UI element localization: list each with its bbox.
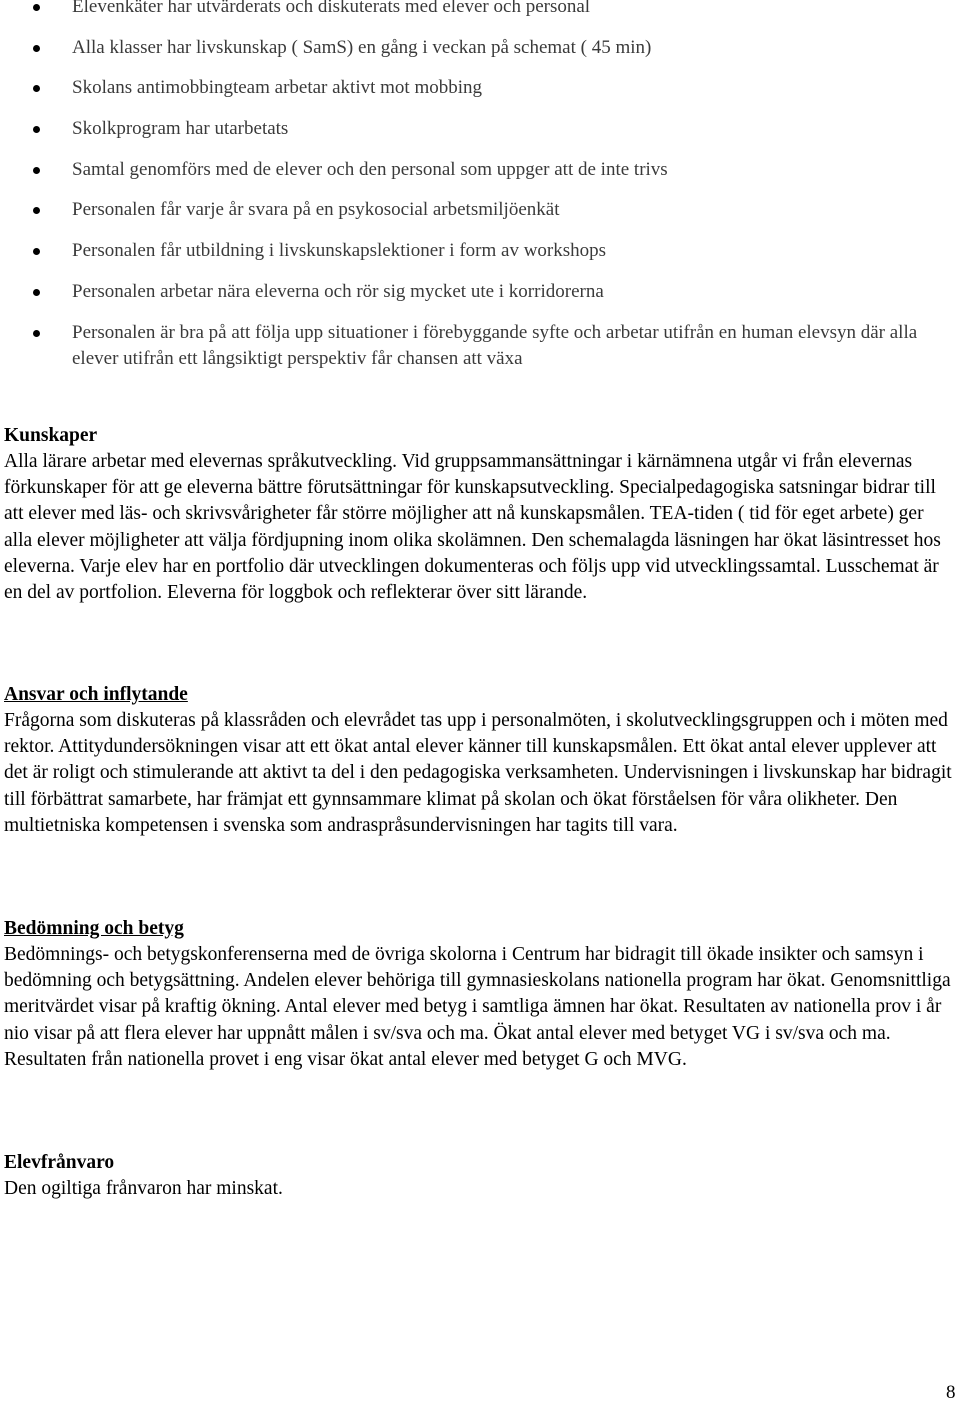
- bullet-dot-icon: [33, 85, 40, 92]
- section-heading: Elevfrånvaro: [4, 1152, 115, 1173]
- list-item: [0, 35, 960, 61]
- list-item: [0, 0, 960, 20]
- section-kunskaper: [4, 423, 954, 606]
- section-ansvar: [4, 682, 954, 839]
- bullet-text: Personalen får utbildning i livskunskapslektioner i form av workshops: [72, 240, 607, 262]
- bullet-text: Personalen får varje år svara på en psykosocial arbetsmiljöenkät: [72, 199, 560, 221]
- section-heading: Kunskaper: [4, 425, 98, 446]
- bullet-text: Skolkprogram har utarbetats: [72, 118, 289, 140]
- section-body: Frågorna som diskuteras på klassråden och elevrådet tas upp i personalmöten, i skolutvecklingsgruppen och i möten med rektor. Attitydundersökningen visar att ett ökat antal elever känner till kunskapsmålen. Ett ökat antal elever upplever att det är roligt och stimulerande att aktivt ta del i den pedagogiska verksamheten. Undervisningen i livskunskap har bidragit till förbättrat samarbete, har främjat ett gynnsammare klimat på skolan och ökat förståelsen för våra olikheter. Den multietniska kompetensen i svenska som andraspråsundervisningen har tagits till vara.: [4, 710, 952, 836]
- list-item: [0, 116, 960, 142]
- section-bedomning: [4, 916, 954, 1073]
- list-item: [0, 75, 960, 101]
- list-item: [0, 279, 960, 305]
- list-item: [0, 157, 960, 183]
- section-heading: Bedömning och betyg: [4, 918, 184, 939]
- section-heading: Ansvar och inflytande: [4, 684, 188, 705]
- section-franvaro: [4, 1150, 954, 1202]
- bullet-text: Personalen arbetar nära eleverna och rör sig mycket ute i korridorerna: [72, 280, 604, 302]
- bullet-text: Skolans antimobbingteam arbetar aktivt mot mobbing: [72, 77, 483, 99]
- bullet-dot-icon: [33, 289, 40, 296]
- page-number: 8: [946, 1382, 956, 1403]
- bullet-text: Elevenkäter har utvärderats och diskuterats med elever och personal: [72, 0, 591, 17]
- bullet-text: Alla klasser har livskunskap ( SamS) en gång i veckan på schemat ( 45 min): [72, 36, 652, 58]
- bullet-dot-icon: [33, 45, 40, 52]
- bullet-dot-icon: [33, 4, 40, 11]
- bullet-text: Personalen är bra på att följa upp situationer i förebyggande syfte och arbetar utifrån en human elevsyn där alla elever utifrån ett långsiktigt perspektiv får chansen att växa: [72, 321, 918, 369]
- bullet-text: Samtal genomförs med de elever och den personal som uppger att de inte trivs: [72, 158, 668, 180]
- bullet-dot-icon: [33, 207, 40, 214]
- bullet-dot-icon: [33, 126, 40, 133]
- list-item: [0, 320, 960, 372]
- list-item: [0, 238, 960, 264]
- section-body: Bedömnings- och betygskonferenserna med de övriga skolorna i Centrum har bidragit till ökade insikter och samsyn i bedömning och betygsättning. Andelen elever behöriga till gymnasieskolans nationella program har ökat. Genomsnittliga meritvärdet visar på kraftig ökning. Antal elever med betyg i samtliga ämnen har ökat. Resultaten av nationella prov i år nio visar på att flera elever har uppnått målen i sv/sva och ma. Ökat antal elever med betyget VG i sv/sva och ma. Resultaten från nationella provet i eng visar ökat antal elever med betyget G och MVG.: [4, 944, 951, 1070]
- bullet-list: [0, 0, 960, 386]
- section-body: Alla lärare arbetar med elevernas språkutveckling. Vid gruppsammansättningar i kärnämnena utgår vi från elevernas förkunskaper för att ge eleverna bättre förutsättningar för kunskapsutveckling. Specialpedagogiska satsningar bidrar till att elever med läs- och skrivsvårigheter får större möjligher att nå kunskapsmålen. TEA-tiden ( tid för eget arbete) ger alla elever möjligheter att välja fördjupning inom olika skolämnen. Den schemalagda läsningen har ökat läsintresset hos eleverna. Varje elev har en portfolio där utvecklingen dokumenteras och följs upp vid utvecklingssamtal. Lusschemat är en del av portfolion. Eleverna för loggbok och reflekterar över sitt lärande.: [4, 451, 941, 604]
- bullet-dot-icon: [33, 330, 40, 337]
- section-body: Den ogiltiga frånvaron har minskat.: [4, 1178, 283, 1199]
- bullet-dot-icon: [33, 167, 40, 174]
- list-item: [0, 197, 960, 223]
- bullet-dot-icon: [33, 248, 40, 255]
